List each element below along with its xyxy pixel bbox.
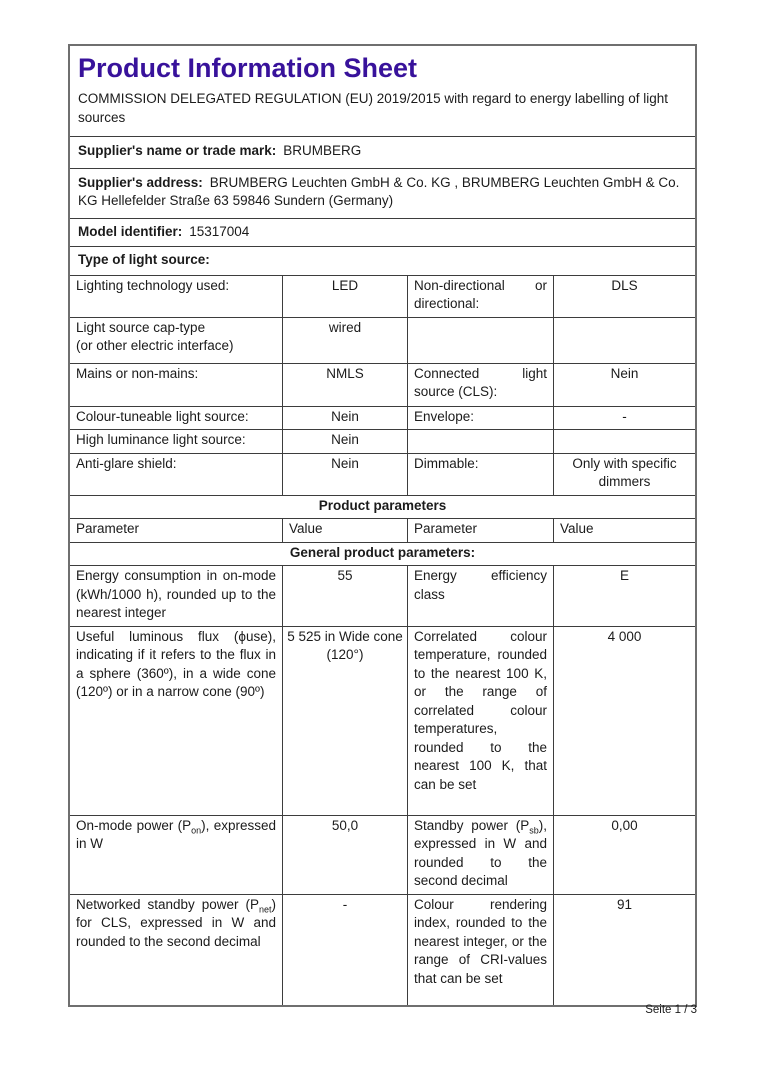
value-cell: Nein — [553, 364, 695, 406]
value-cell — [553, 318, 695, 363]
parameters-header-row — [70, 518, 695, 542]
value-cell: Nein — [282, 407, 407, 430]
parameter-cell: Colour rendering index, rounded to the nearest integer, or the range of CRI-values that can be set — [407, 895, 553, 1005]
parameter-cell: High luminance light source: — [76, 432, 246, 447]
parameter-cell: Standby power $(P_{sb})$, expressed in W and rounded to the second decimal — [407, 816, 553, 894]
parameter-cell: Networked standby power $(P_{net})$ for CLS, expressed in W and rounded to the second decimal — [76, 896, 276, 949]
parameter-cell: Non-directional or directional: — [407, 276, 553, 317]
table-row — [70, 565, 695, 626]
table-row — [70, 363, 695, 406]
title-block — [70, 46, 695, 136]
value-cell: NMLS — [282, 364, 407, 406]
value-cell: E — [553, 566, 695, 626]
supplier-address-value: BRUMBERG Leuchten GmbH & Co. KG , BRUMBERG Leuchten GmbH & Co. KG Hellefelder Straße 63 59846 Sundern (Germany) — [78, 174, 680, 208]
parameter-cell: Energy consumption in on-mode (kWh/1000 h), rounded up to the nearest integer — [76, 568, 276, 620]
model-identifier-row — [70, 218, 695, 247]
header-parameter-1: Parameter — [76, 521, 140, 536]
table-row — [70, 317, 695, 363]
parameter-cell: Mains or non-mains: — [76, 365, 199, 381]
parameter-cell: Dimmable: — [407, 454, 553, 495]
light-source-type-table — [70, 275, 695, 495]
parameter-cell: Connected light source (CLS): — [407, 364, 553, 406]
value-cell — [553, 430, 695, 453]
value-cell: Only with specific dimmers — [553, 454, 695, 495]
regulation-text: COMMISSION DELEGATED REGULATION (EU) 2019/2015 with regard to energy labelling of light sources — [78, 91, 668, 125]
type-of-light-source-row — [70, 246, 695, 275]
header-value-2: Value — [553, 519, 695, 542]
table-row — [70, 894, 695, 1005]
parameter-cell: Correlated colour temperature, rounded to the nearest 100 K, or the range of correlated colour temperatures, rounded to the nearest 100 K, that can be set — [407, 627, 553, 815]
header-value-1: Value — [282, 519, 407, 542]
page-number: Seite 1 / 3 — [645, 1004, 697, 1016]
model-identifier-label: Model identifier: — [78, 223, 183, 239]
table-row — [70, 275, 695, 317]
table-row — [70, 406, 695, 430]
parameter-cell: Energy efficiency class — [407, 566, 553, 626]
table-row — [70, 815, 695, 894]
value-cell: Nein — [282, 454, 407, 495]
value-cell: 5 525 in Wide cone (120°) — [282, 627, 407, 815]
value-cell: - — [282, 895, 407, 1005]
page-title: Product Information Sheet — [78, 53, 418, 83]
parameter-cell — [407, 318, 553, 363]
header-parameter-2: Parameter — [407, 519, 553, 542]
supplier-name-label: Supplier's name or trade mark: — [78, 143, 277, 158]
value-cell: 50,0 — [282, 816, 407, 894]
supplier-address-row — [70, 168, 695, 218]
table-row — [70, 429, 695, 453]
table-row — [70, 453, 695, 495]
value-cell: Nein — [282, 430, 407, 453]
value-cell: DLS — [553, 276, 695, 317]
general-product-parameters-title: General product parameters: — [70, 542, 695, 566]
value-cell: 55 — [282, 566, 407, 626]
parameter-cell: Colour-tuneable light source: — [76, 408, 249, 424]
parameter-cell: Light source cap-type (or other electric interface) — [76, 319, 234, 353]
value-cell: - — [553, 407, 695, 430]
parameter-cell — [407, 430, 553, 453]
parameter-cell: Anti-glare shield: — [76, 455, 177, 471]
supplier-address-label: Supplier's address: — [78, 174, 203, 190]
product-information-sheet — [68, 44, 697, 1007]
parameter-cell: On-mode power $(P_{on})$, expressed in W — [76, 817, 276, 851]
value-cell: wired — [282, 318, 407, 363]
model-identifier-value: 15317004 — [189, 223, 250, 239]
type-of-light-source-label: Type of light source: — [78, 252, 210, 267]
parameter-cell: Envelope: — [407, 407, 553, 430]
product-parameters-section-title: Product parameters — [70, 495, 695, 519]
value-cell: 4 000 — [553, 627, 695, 815]
value-cell: 0,00 — [553, 816, 695, 894]
parameter-cell: Useful luminous flux (ϕuse), indicating if it refers to the flux in a sphere (360º), in a wide cone (120º) or in a narrow cone (90º) — [76, 628, 276, 699]
supplier-name-row — [70, 136, 695, 168]
supplier-name-value: BRUMBERG — [283, 143, 362, 158]
value-cell: 91 — [553, 895, 695, 1005]
parameter-cell: Lighting technology used: — [76, 277, 230, 293]
table-row — [70, 626, 695, 815]
value-cell: LED — [282, 276, 407, 317]
product-parameters-table — [70, 565, 695, 1005]
